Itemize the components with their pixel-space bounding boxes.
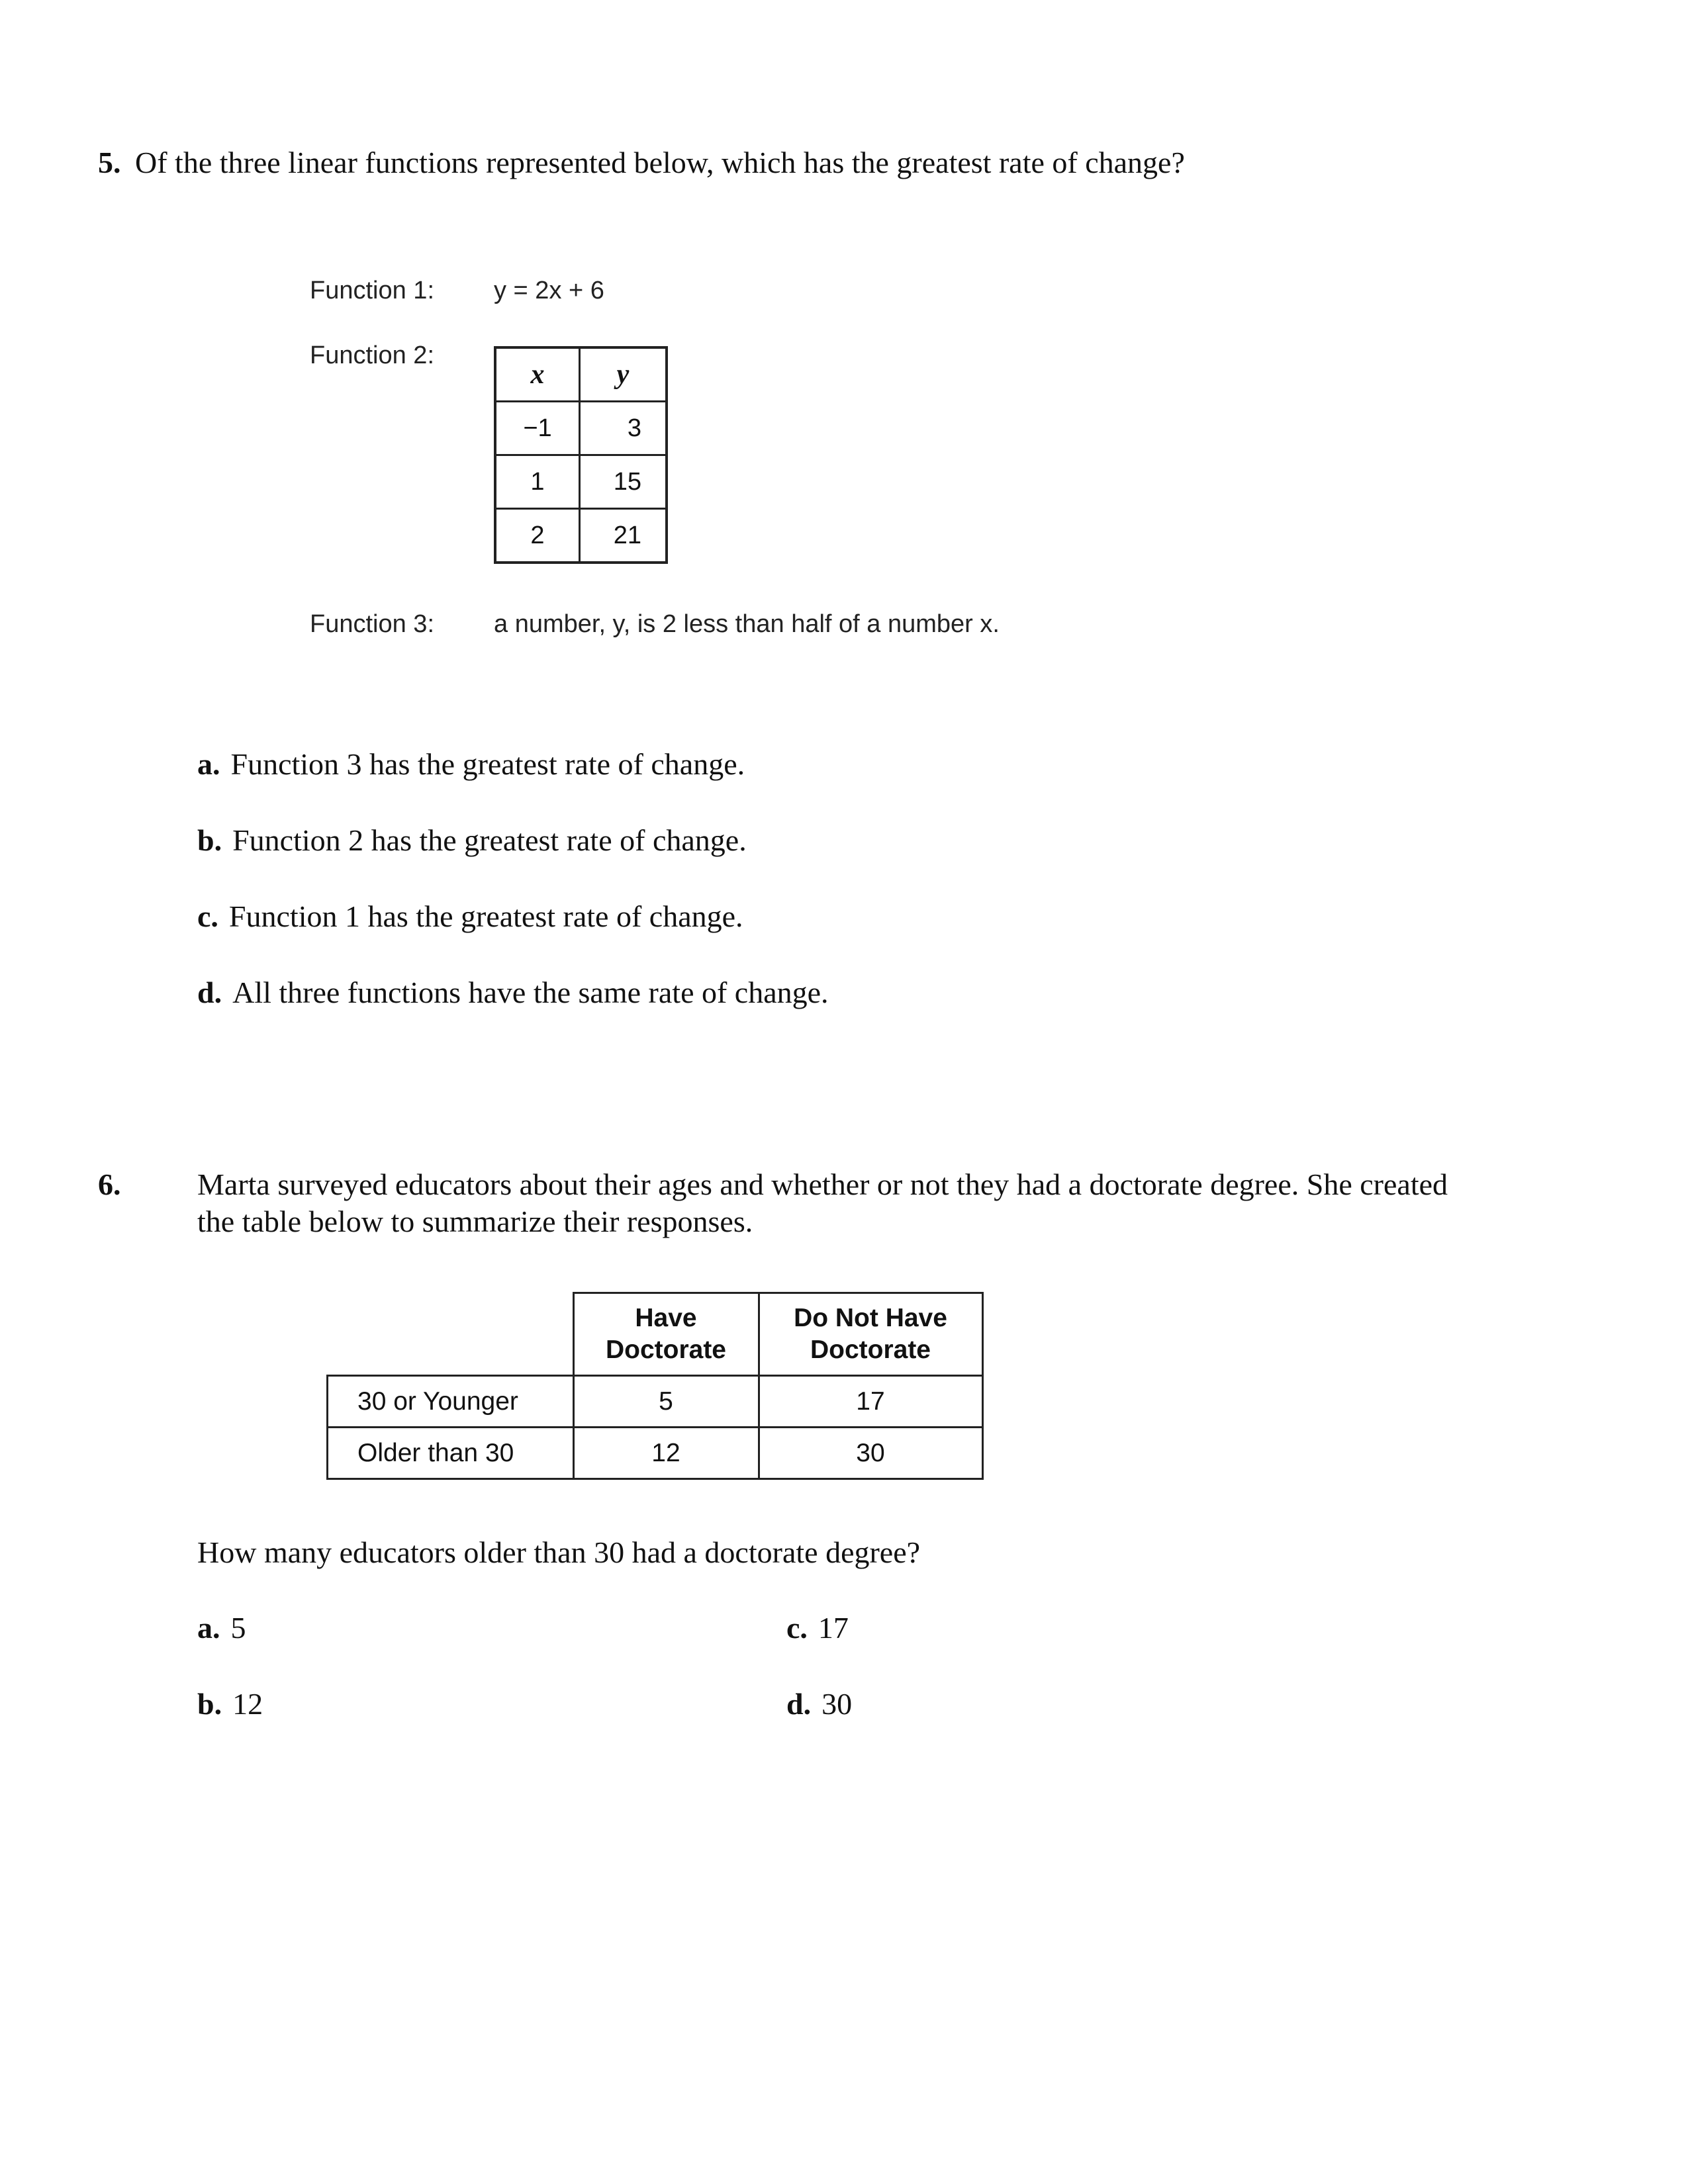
table-cell: 30: [759, 1428, 982, 1479]
option-letter: a.: [197, 747, 220, 781]
function-3-text: a number, y, is 2 less than half of a number x.: [494, 610, 1000, 638]
option-text: Function 3 has the greatest rate of change.: [230, 747, 745, 781]
function-3-label: Function 3:: [310, 610, 434, 638]
table-row: [328, 1428, 983, 1479]
table-row: [495, 455, 667, 509]
q5-option-a[interactable]: [197, 747, 745, 782]
table-header-row: [328, 1293, 983, 1376]
row-label: Older than 30: [328, 1428, 574, 1479]
option-letter: d.: [786, 1687, 812, 1721]
option-text: 5: [230, 1611, 246, 1645]
q5-option-c[interactable]: [197, 899, 743, 934]
cell-x: 1: [495, 455, 580, 509]
header-line: Doctorate: [605, 1336, 727, 1364]
option-letter: c.: [197, 899, 218, 933]
option-text: Function 2 has the greatest rate of change.: [232, 823, 747, 857]
option-text: All three functions have the same rate of change.: [232, 976, 829, 1009]
question-5-prompt: [98, 144, 1185, 181]
q5-option-d[interactable]: [197, 975, 829, 1010]
empty-corner: [328, 1293, 574, 1376]
option-letter: a.: [197, 1611, 220, 1645]
table-cell: 5: [573, 1376, 759, 1428]
option-text: 12: [232, 1687, 263, 1721]
cell-y: 21: [580, 509, 667, 563]
q6-option-a[interactable]: [197, 1610, 246, 1645]
function-1-equation: y = 2x + 6: [494, 277, 604, 304]
header-line: Have: [635, 1304, 697, 1332]
header-line: Do Not Have: [794, 1304, 947, 1332]
option-text: Function 1 has the greatest rate of change.: [228, 899, 743, 933]
header-y: y: [580, 347, 667, 402]
table-row: [495, 509, 667, 563]
cell-x: 2: [495, 509, 580, 563]
question-5-number: 5.: [98, 146, 121, 179]
header-no-doctorate: [759, 1293, 982, 1376]
q6-option-c[interactable]: [786, 1610, 849, 1645]
option-letter: b.: [197, 1687, 222, 1721]
header-have-doctorate: [573, 1293, 759, 1376]
survey-table: [326, 1292, 984, 1480]
question-6-prompt-line-1: Marta surveyed educators about their ages and whether or not they had a doctorate degree. She created: [197, 1167, 1448, 1201]
table-cell: 17: [759, 1376, 982, 1428]
function-1-label: Function 1:: [310, 277, 434, 304]
question-5-text: Of the three linear functions represented below, which has the greatest rate of change?: [135, 146, 1185, 179]
cell-x: −1: [495, 402, 580, 455]
header-line: Doctorate: [810, 1336, 931, 1364]
function-2-label: Function 2:: [310, 341, 434, 369]
option-text: 17: [818, 1611, 849, 1645]
row-label: 30 or Younger: [328, 1376, 574, 1428]
table-row: [495, 402, 667, 455]
function-2-table: [494, 346, 668, 564]
option-letter: d.: [197, 976, 222, 1009]
table-cell: 12: [573, 1428, 759, 1479]
cell-y: 3: [580, 402, 667, 455]
option-letter: b.: [197, 823, 222, 857]
option-text: 30: [821, 1687, 853, 1721]
table-row: [328, 1376, 983, 1428]
question-6-prompt-line-2: the table below to summarize their responses.: [197, 1205, 753, 1238]
option-letter: c.: [786, 1611, 808, 1645]
table-header-row: [495, 347, 667, 402]
header-x: x: [495, 347, 580, 402]
q6-option-b[interactable]: [197, 1686, 263, 1721]
question-6-question: How many educators older than 30 had a doctorate degree?: [197, 1535, 921, 1569]
q6-option-d[interactable]: [786, 1686, 852, 1721]
question-6-number: 6.: [98, 1167, 121, 1201]
cell-y: 15: [580, 455, 667, 509]
q5-option-b[interactable]: [197, 823, 747, 858]
